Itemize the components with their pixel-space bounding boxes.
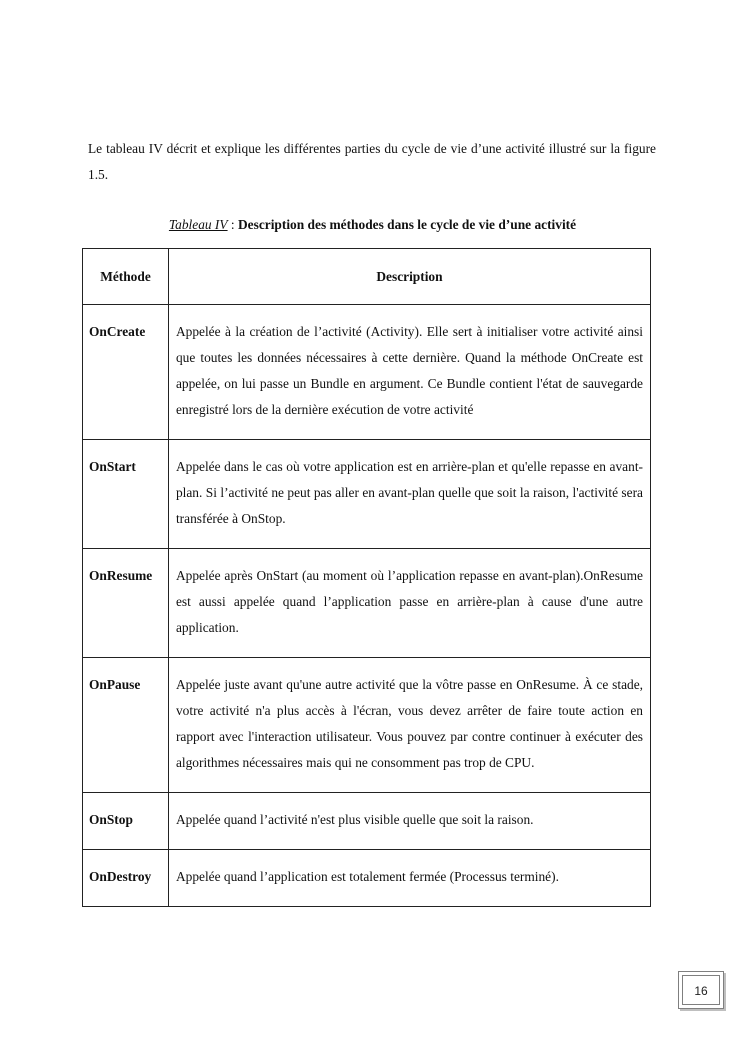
method-name: OnDestroy [83, 850, 169, 907]
method-description: Appelée quand l’activité n'est plus visible quelle que soit la raison. [168, 793, 650, 850]
table-row [83, 850, 651, 907]
intro-paragraph: Le tableau IV décrit et explique les différentes parties du cycle de vie d’une activité illustré sur la figure 1.5. [88, 141, 656, 182]
page-number-frame [678, 971, 724, 1009]
methods-table [82, 248, 651, 907]
method-description: Appelée quand l’application est totalement fermée (Processus terminé). [168, 850, 650, 907]
caption-label: Tableau IV [168, 217, 228, 232]
table-row [83, 549, 651, 658]
method-description: Appelée à la création de l’activité (Activity). Elle sert à initialiser votre activité ainsi que toutes les données nécessaires à cette dernière. Quand la méthode OnCreate est appelée, on lui passe un Bundle en argument. Ce Bundle contient l'état de sauvegarde enregistré lors de la dernière exécution de votre activité [168, 305, 650, 440]
method-name: OnPause [83, 658, 169, 793]
table-row [83, 305, 651, 440]
method-name: OnStop [83, 793, 169, 850]
table-row [83, 440, 651, 549]
method-name: OnStart [83, 440, 169, 549]
method-name: OnResume [83, 549, 169, 658]
table-caption [0, 214, 745, 236]
method-description: Appelée après OnStart (au moment où l’application repasse en avant-plan).OnResume est aussi appelée quand l’application passe en arrière-plan à cause d'une autre application. [168, 549, 650, 658]
header-description: Description [168, 249, 650, 305]
table-header-row [83, 249, 651, 305]
method-description: Appelée dans le cas où votre application est en arrière-plan et qu'elle repasse en avant-plan. Si l’activité ne peut pas aller en avant-plan quelle que soit la raison, l'activité sera transférée à OnStop. [168, 440, 650, 549]
method-description: Appelée juste avant qu'une autre activité que la vôtre passe en OnResume. À ce stade, votre activité n'a plus accès à l'écran, vous devez arrêter de faire toute action en rapport avec l'interaction utilisateur. Vous pouvez par contre continuer à exécuter des algorithmes nécessaires mais qui ne consomment pas trop de CPU. [168, 658, 650, 793]
table-row [83, 793, 651, 850]
method-name: OnCreate [83, 305, 169, 440]
table-row [83, 658, 651, 793]
caption-title: Description des méthodes dans le cycle de vie d’une activité [238, 217, 577, 232]
page-number: 16 [682, 975, 720, 1005]
caption-separator: : [227, 217, 238, 232]
header-method: Méthode [83, 249, 169, 305]
